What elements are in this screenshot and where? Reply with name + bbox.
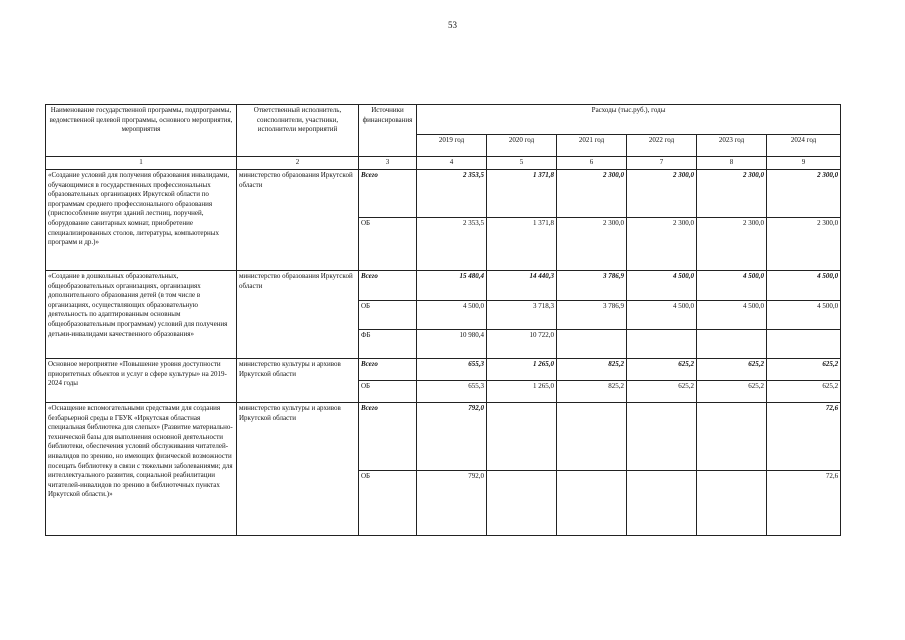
expense-value: 2 300,0 bbox=[557, 218, 627, 271]
funding-source: Всего bbox=[359, 403, 417, 471]
expense-value bbox=[487, 403, 557, 471]
column-number: 3 bbox=[359, 157, 417, 170]
column-number: 5 bbox=[487, 157, 557, 170]
header-name-column: Наименование государственной программы, подпрограммы, ведомственной целевой программы, основного мероприятия, мероприятия bbox=[46, 105, 237, 157]
funding-source: Всего bbox=[359, 271, 417, 301]
funding-source: Всего bbox=[359, 359, 417, 381]
header-year: 2023 год bbox=[697, 135, 767, 157]
expense-value: 825,2 bbox=[557, 381, 627, 403]
expense-value: 1 371,8 bbox=[487, 170, 557, 218]
expense-value: 2 353,5 bbox=[417, 218, 487, 271]
expense-value: 4 500,0 bbox=[417, 301, 487, 330]
expense-value: 10 980,4 bbox=[417, 330, 487, 359]
measure-name: «Создание в дошкольных образовательных, общеобразовательных организациях, организациях дополнительного образования детей (в том числе в организациях, осуществляющих образовательную деятельность по адаптированным основным общеобразовательным программам) условий для получения детьми-инвалидами качественного образования» bbox=[46, 271, 237, 359]
column-number: 9 bbox=[767, 157, 841, 170]
header-year: 2021 год bbox=[557, 135, 627, 157]
expense-value: 15 480,4 bbox=[417, 271, 487, 301]
funding-source: ФБ bbox=[359, 330, 417, 359]
expense-value bbox=[627, 403, 697, 471]
expense-value: 655,3 bbox=[417, 381, 487, 403]
funding-source: Всего bbox=[359, 170, 417, 218]
expense-value: 1 265,0 bbox=[487, 359, 557, 381]
expense-value: 2 300,0 bbox=[697, 170, 767, 218]
column-number: 8 bbox=[697, 157, 767, 170]
expense-value: 625,2 bbox=[627, 359, 697, 381]
expense-value bbox=[557, 471, 627, 536]
expense-value bbox=[557, 330, 627, 359]
page-number: 53 bbox=[448, 20, 457, 30]
header-year: 2019 год bbox=[417, 135, 487, 157]
expense-value: 2 300,0 bbox=[627, 170, 697, 218]
expense-value: 1 371,8 bbox=[487, 218, 557, 271]
measure-name: Основное мероприятие «Повышение уровня доступности приоритетных объектов и услуг в сфере культуры» на 2019-2024 годы bbox=[46, 359, 237, 403]
expense-value: 2 300,0 bbox=[767, 170, 841, 218]
expense-value: 3 786,9 bbox=[557, 301, 627, 330]
expense-value bbox=[697, 330, 767, 359]
expense-value bbox=[697, 471, 767, 536]
expense-value bbox=[767, 330, 841, 359]
expense-value bbox=[487, 471, 557, 536]
expense-value: 72,6 bbox=[767, 471, 841, 536]
expense-value bbox=[557, 403, 627, 471]
header-year: 2022 год bbox=[627, 135, 697, 157]
measure-executor: министерство культуры и архивов Иркутской области bbox=[237, 359, 359, 403]
measure-name: «Создание условий для получения образования инвалидами, обучающимися в государственных профессиональных образовательных организациях Иркутской области по программам среднего профессионального образования (приспособление внутри зданий лестниц, поручней, оборудование санитарных комнат, приобретение специализированных столов, литературы, компьютерных программ и др.)» bbox=[46, 170, 237, 271]
expense-value bbox=[627, 330, 697, 359]
expense-value bbox=[697, 403, 767, 471]
column-number: 1 bbox=[46, 157, 237, 170]
funding-source: ОБ bbox=[359, 381, 417, 403]
expense-value: 4 500,0 bbox=[627, 301, 697, 330]
measure-executor: министерство образования Иркутской области bbox=[237, 271, 359, 359]
expense-value bbox=[627, 471, 697, 536]
measure-name: «Оснащение вспомогательными средствами для создания безбарьерной среды в ГБУК «Иркутская областная специальная библиотека для слепых» (Развитие материально-технической базы для выполнения основной деятельности библиотеки, обеспечения условий обслуживания читателей-инвалидов по зрению, но имеющих физической возможности посещать библиотеку в связи с тяжелыми заболеваниями; для интеллектуального развития, социальной реабилитации читателей-инвалидов по зрению в библиотечных пунктах Иркутской области.)» bbox=[46, 403, 237, 536]
column-number: 4 bbox=[417, 157, 487, 170]
header-year: 2024 год bbox=[767, 135, 841, 157]
expense-value: 2 300,0 bbox=[627, 218, 697, 271]
expense-value: 625,2 bbox=[767, 359, 841, 381]
expense-value: 1 265,0 bbox=[487, 381, 557, 403]
header-sources-column: Источники финансирования bbox=[359, 105, 417, 157]
expense-value: 2 353,5 bbox=[417, 170, 487, 218]
expense-value: 792,0 bbox=[417, 403, 487, 471]
measure-executor: министерство культуры и архивов Иркутской области bbox=[237, 403, 359, 536]
expenses-table bbox=[45, 104, 841, 536]
measure-executor: министерство образования Иркутской области bbox=[237, 170, 359, 271]
funding-source: ОБ bbox=[359, 301, 417, 330]
header-expenses-column: Расходы (тыс.руб.), годы bbox=[417, 105, 841, 135]
expense-value: 4 500,0 bbox=[767, 271, 841, 301]
expense-value: 10 722,0 bbox=[487, 330, 557, 359]
column-number: 2 bbox=[237, 157, 359, 170]
funding-source: ОБ bbox=[359, 218, 417, 271]
expense-value: 2 300,0 bbox=[767, 218, 841, 271]
expense-value: 625,2 bbox=[697, 359, 767, 381]
expense-value: 625,2 bbox=[697, 381, 767, 403]
header-executor-column: Ответственный исполнитель, соисполнители, участники, исполнители мероприятий bbox=[237, 105, 359, 157]
expense-value: 4 500,0 bbox=[697, 271, 767, 301]
expense-value: 655,3 bbox=[417, 359, 487, 381]
expense-value: 4 500,0 bbox=[697, 301, 767, 330]
header-year: 2020 год bbox=[487, 135, 557, 157]
expense-value: 4 500,0 bbox=[627, 271, 697, 301]
expense-value: 14 440,3 bbox=[487, 271, 557, 301]
funding-source: ОБ bbox=[359, 471, 417, 536]
expense-value: 4 500,0 bbox=[767, 301, 841, 330]
expense-value: 72,6 bbox=[767, 403, 841, 471]
expense-value: 625,2 bbox=[627, 381, 697, 403]
expense-value: 2 300,0 bbox=[557, 170, 627, 218]
expense-value: 3 786,9 bbox=[557, 271, 627, 301]
expense-value: 2 300,0 bbox=[697, 218, 767, 271]
column-number: 6 bbox=[557, 157, 627, 170]
expense-value: 825,2 bbox=[557, 359, 627, 381]
column-number: 7 bbox=[627, 157, 697, 170]
expense-value: 3 718,3 bbox=[487, 301, 557, 330]
expense-value: 625,2 bbox=[767, 381, 841, 403]
expense-value: 792,0 bbox=[417, 471, 487, 536]
